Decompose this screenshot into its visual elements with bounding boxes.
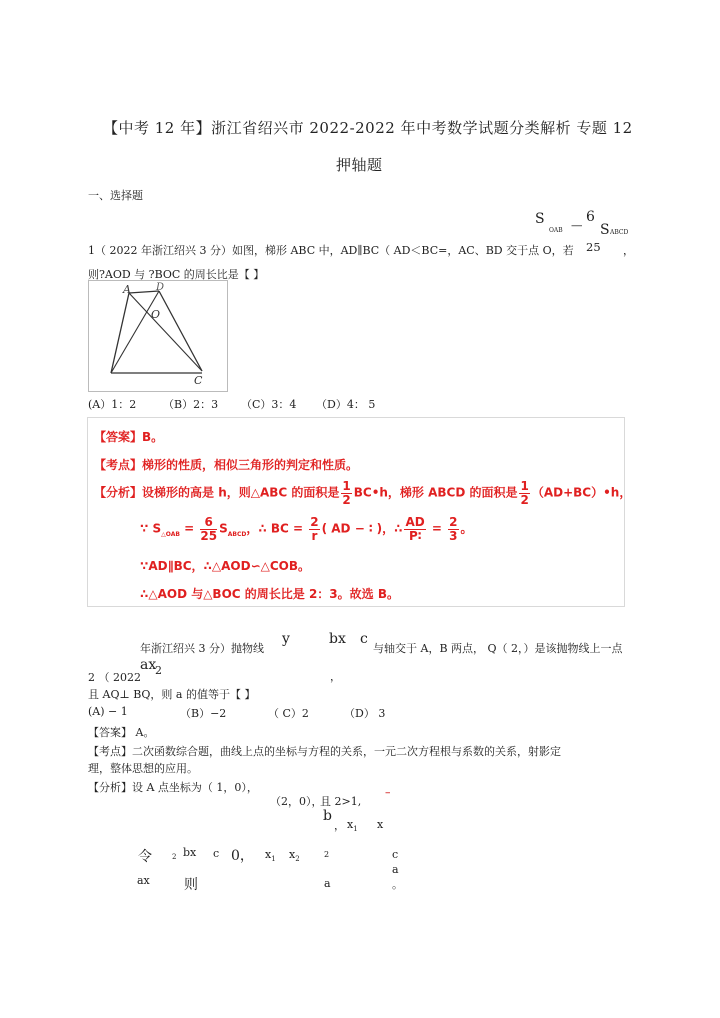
formula-dash: — — [571, 218, 583, 232]
formula-den: 25 — [586, 240, 601, 254]
q2-kaodian2: 理，整体思想的应用。 — [88, 762, 198, 775]
q2-line-comma: ， — [334, 819, 345, 832]
formula-s: S — [535, 211, 545, 227]
q1-fenxi-line2: ∵ $S_{\triangle OAB}$ = $\frac{6}{25}$ $S_{ABCD}$，∴ BC = $\frac{2}{r}$ ( AD − ∶ )，∴ $\frac{AD}{P∶}$ = $\frac{2}{3}$ 。 — [140, 515, 473, 543]
formula-rhs: S — [600, 222, 610, 238]
q2-y: y — [282, 631, 290, 647]
q2-dot: 。 — [392, 878, 403, 891]
label-d: D — [156, 282, 165, 293]
fenxi-text1: 设梯形的高是 h，则△ABC 的面积是 — [142, 485, 340, 500]
label-o: O — [151, 308, 161, 321]
diagonal-bd — [111, 291, 159, 373]
q1-answer — [94, 428, 163, 445]
q2-ze: 则 — [184, 877, 198, 893]
q2-kaodian1: 【考点】二次函数综合题，曲线上点的坐标与方程的关系，一元二次方程根与系数的关系，射影定 — [88, 745, 561, 758]
q2-comma: ， — [330, 670, 341, 683]
q2-x1b: $x_1$ — [265, 848, 276, 864]
q2-fenxi: 【分析】设 A 点坐标为（ 1，0）， — [88, 781, 258, 794]
edge-ad — [129, 291, 159, 293]
q2-option-b: （B）−2 — [180, 707, 227, 720]
fraction-2-3: $\frac{2}{3}$ — [449, 515, 458, 543]
q2-zero: 0， — [231, 848, 254, 864]
q2-a: a — [324, 877, 331, 890]
q2-option-a: (A) − 1 — [88, 705, 128, 718]
fenxi-text3: （AD+BC）•h， — [531, 485, 632, 500]
section-heading: 一、选择题 — [88, 189, 143, 202]
q1-stem-line1: 1（ 2022 年浙江绍兴 3 分）如图，梯形 ABC 中，AD∥BC（ AD＜BC=，AC、BD 交于点 O，若 — [88, 244, 574, 257]
q1-option-c: （C）3：4 — [241, 398, 297, 411]
q2-stem-line2: 且 AQ⊥ BQ，则 a 的值等于【 】 — [88, 688, 256, 701]
q2-x2: $x_2$ — [289, 848, 300, 864]
q1-stem-tail: ， — [623, 244, 634, 257]
formula-rhs-sub: ABCD — [610, 229, 629, 236]
diagonal-ac — [129, 293, 202, 371]
q1-option-a: (A）1：2 — [88, 398, 137, 411]
q2-ling: 令 — [138, 849, 152, 865]
kaodian-tag: 【考点】 — [94, 458, 143, 472]
q1-option-d: （D）4： 5 — [316, 398, 376, 411]
q2-line-gt: 且 2>1, — [320, 795, 362, 808]
q2-ca-c: c — [392, 848, 399, 861]
q2-bx: bx — [329, 631, 346, 647]
q2-answer: 【答案】 A。 — [88, 726, 155, 739]
q2-line-b: b — [323, 808, 332, 824]
q2-ax2: ax — [137, 874, 150, 887]
q2-stem-b: 与轴交于 A，B 两点， Q（ 2，）是该抛物线上一点 — [373, 642, 623, 655]
label-c: C — [194, 374, 203, 387]
q2-stem-a: 年浙江绍兴 3 分）抛物线 — [140, 642, 264, 655]
q2-option-c: （ C）2 — [268, 707, 309, 720]
fraction-6-25: $\frac{6}{25}$ — [200, 515, 218, 543]
kaodian-text: 梯形的性质，相似三角形的判定和性质。 — [142, 458, 359, 472]
answer-tag: 【答案】 — [94, 430, 143, 444]
q1-fenxi-line1 — [94, 480, 631, 506]
q2-bx2: bx — [183, 846, 197, 859]
q2-ax: ax — [140, 657, 157, 673]
q2-ax-exp: 2 — [155, 664, 162, 677]
q2-2a: 2 — [172, 853, 177, 861]
label-a: A — [123, 283, 131, 296]
formula-s-sub: OAB — [549, 227, 563, 234]
q2-option-d: （D） 3 — [344, 707, 386, 720]
q1-answer-box — [87, 417, 625, 607]
page-title: 【中考 12 年】浙江省绍兴市 2022-2022 年中考数学试题分类解析 专题 12 — [103, 119, 633, 137]
q1-stem-line2: 则?AOD 与 ?BOC 的周长比是【 】 — [88, 268, 265, 281]
trapezoid-diagram — [89, 281, 227, 391]
q1-fenxi-line3: ∵AD∥BC，∴△AOD∽△COB。 — [140, 559, 311, 573]
formula-num: 6 — [586, 209, 595, 225]
q2-line-x: x — [377, 818, 384, 831]
fraction-ad-bc: $\frac{AD}{P∶}$ — [405, 515, 425, 543]
fenxi-text2: BC•h，梯形 ABCD 的面积是 — [353, 485, 518, 500]
edge-dc — [159, 291, 202, 371]
q1-fenxi-line4: ∴△AOD 与△BOC 的周长比是 2：3。故选 B。 — [140, 587, 399, 601]
fraction-2-r: $\frac{2}{r}$ — [310, 515, 319, 543]
half-fraction-1: $\frac{1}{2}$ — [342, 479, 351, 507]
q2-line-x1: $x_1$ — [347, 818, 358, 834]
q2-prefix: 2 （ 2022 — [88, 671, 141, 684]
q2-c: c — [360, 631, 368, 647]
q2-line-20: （2，0）， — [270, 795, 323, 808]
q2-2b: 2 — [324, 850, 330, 859]
page-subtitle: 押轴题 — [336, 156, 383, 174]
q2-ca-a: a — [392, 863, 399, 876]
q2-line-dash: – — [385, 786, 391, 799]
half-fraction-2: $\frac{1}{2}$ — [520, 479, 529, 507]
edge-ab — [111, 293, 129, 373]
q2-c2: c — [213, 847, 220, 860]
trapezoid-figure — [88, 280, 228, 392]
answer-text: B。 — [142, 430, 164, 444]
q1-kaodian — [94, 456, 358, 473]
q1-option-b: （B）2：3 — [163, 398, 219, 411]
fenxi-tag: 【分析】 — [94, 485, 143, 500]
